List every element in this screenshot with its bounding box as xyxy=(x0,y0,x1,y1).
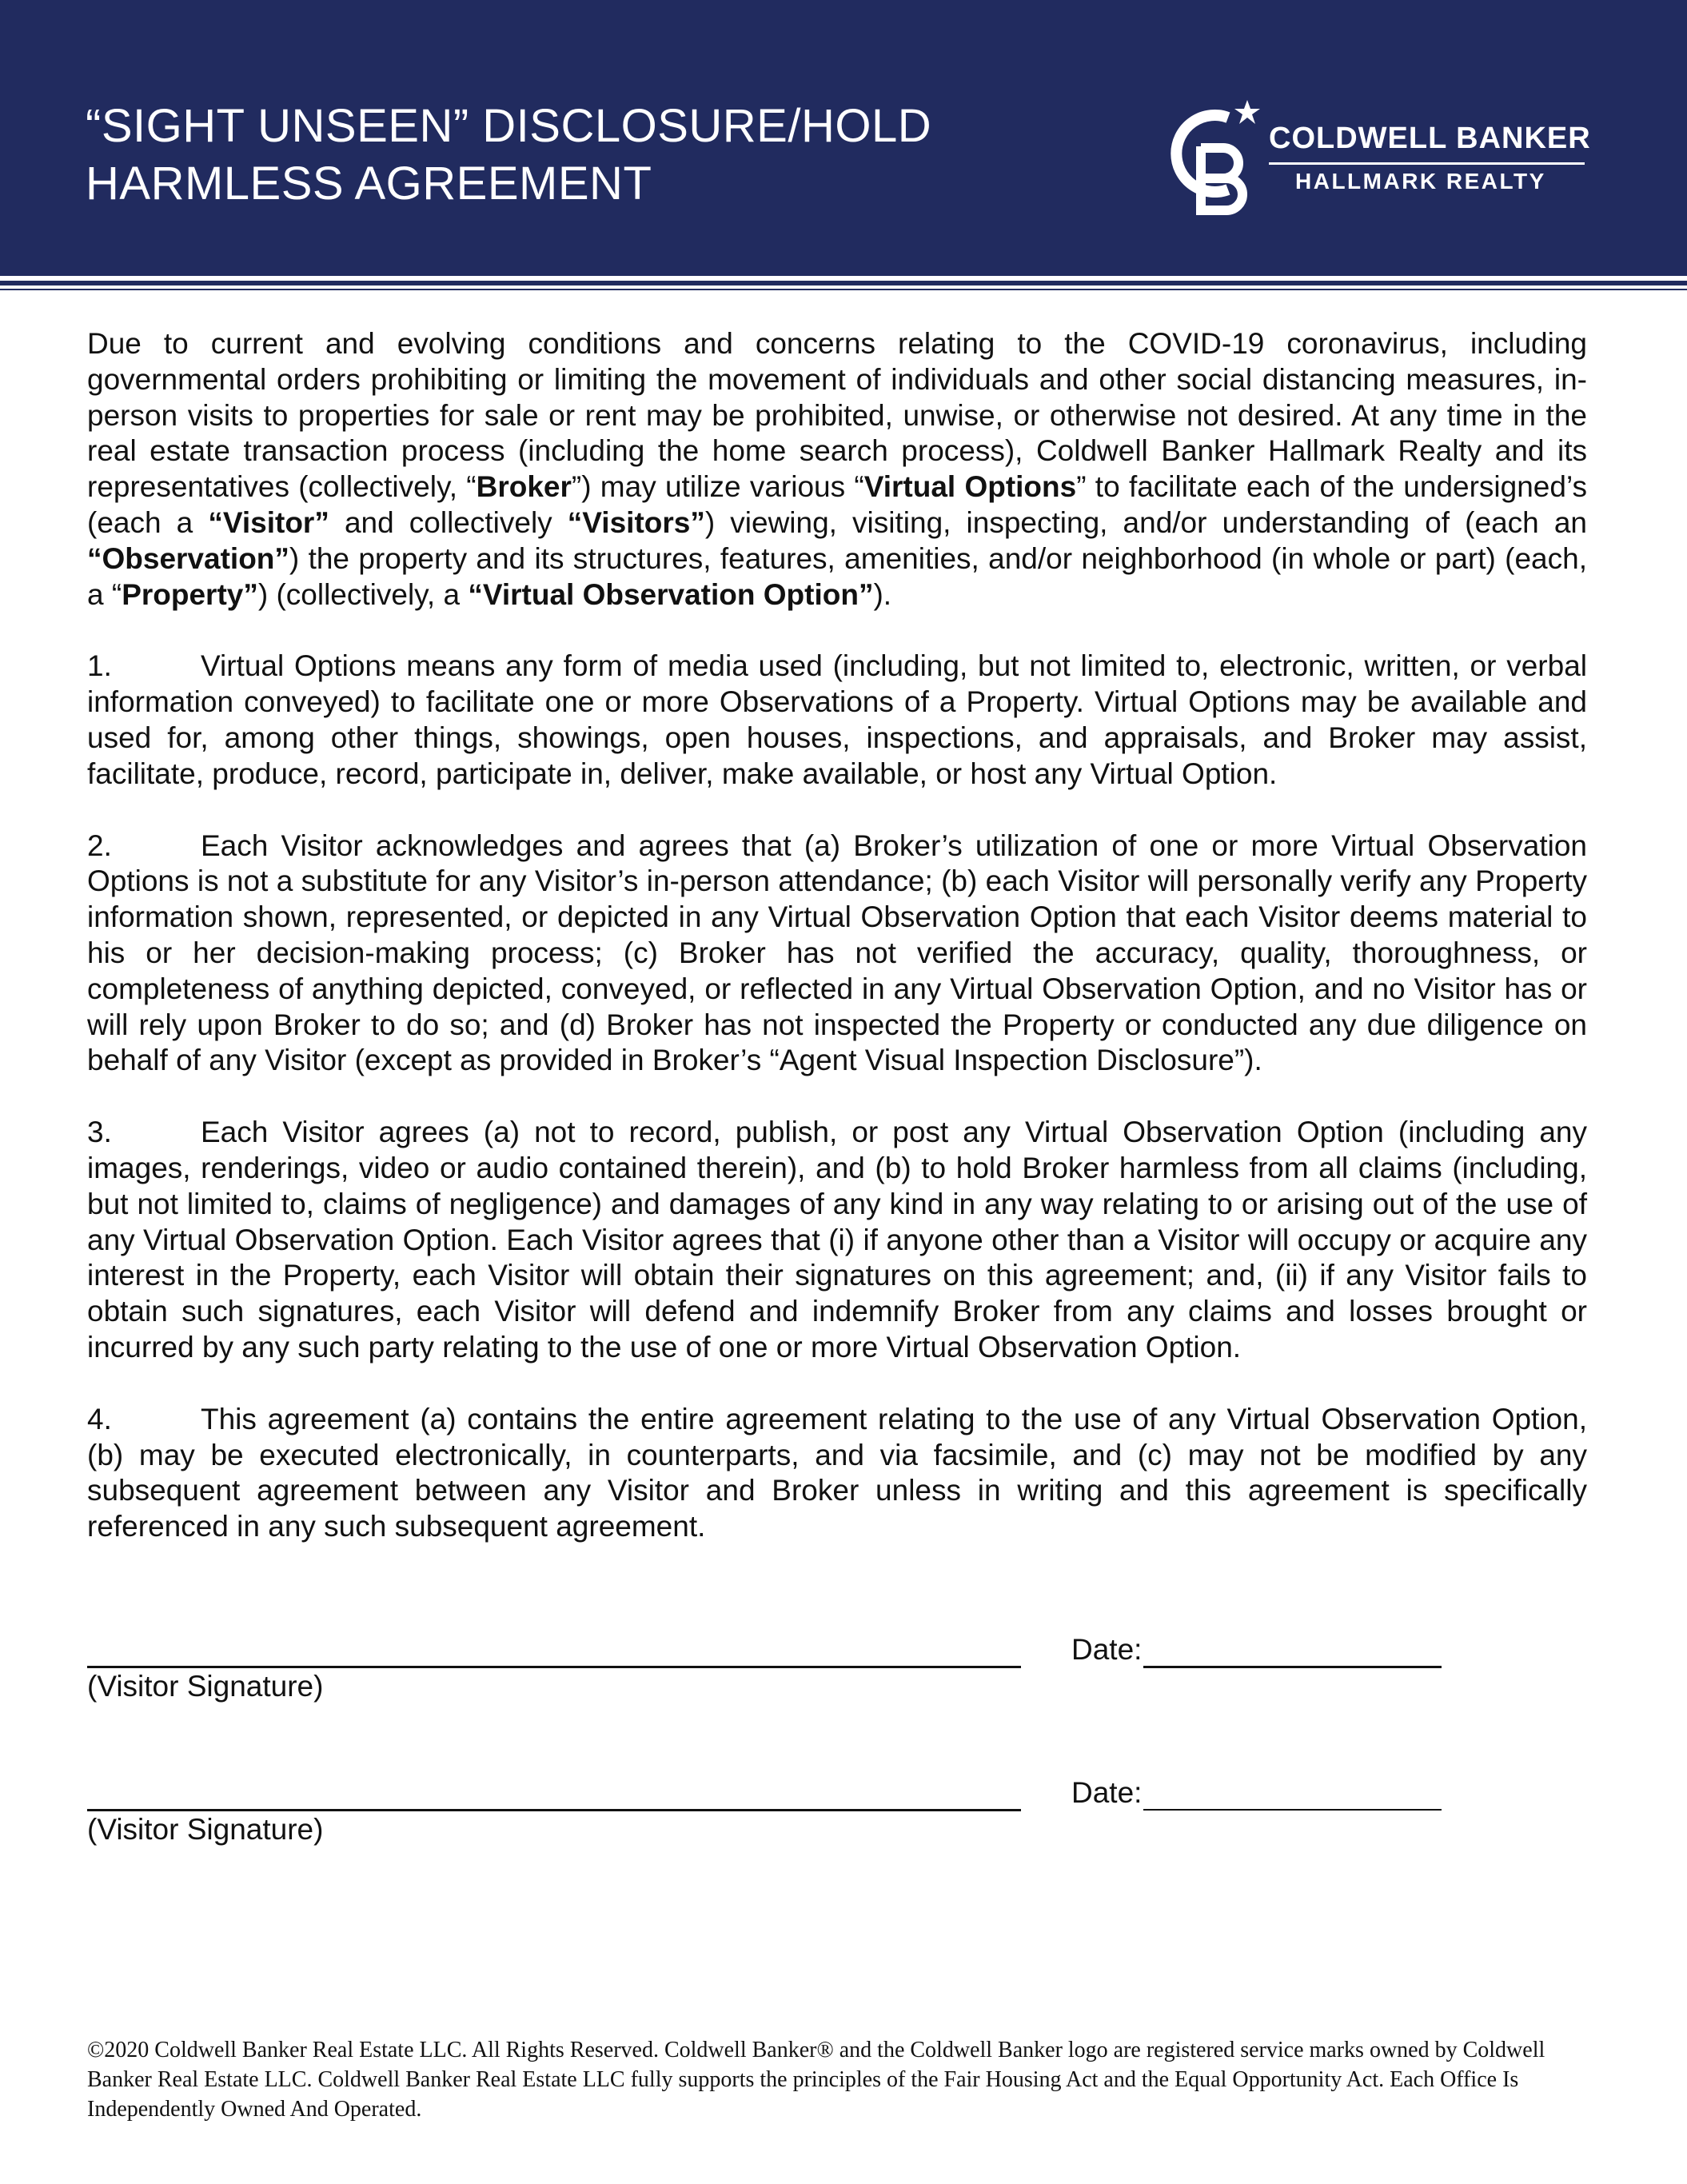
logo-brand-name: COLDWELL BANKER xyxy=(1269,122,1591,155)
defined-term-broker: Broker xyxy=(476,470,572,504)
visitor-signature-label: (Visitor Signature) xyxy=(87,1670,324,1703)
header-rule-thin xyxy=(0,289,1687,290)
defined-term-virtual-observation-option: “Virtual Observation Option” xyxy=(468,577,874,611)
intro-text: ) viewing, visiting, inspecting, and/or understanding of (each an xyxy=(704,505,1587,539)
header-rule-thick xyxy=(0,281,1687,285)
page-title xyxy=(86,98,931,213)
section-text: This agreement (a) contains the entire agreement relating to the use of any Virtual Observation Option, (b) may be executed electronically, in counterparts, and via facsimile, and (c) may not be modified by any subsequent agreement between any Visitor and Broker unless in writing and this agreement is specifically referenced in any such subsequent agreement. xyxy=(87,1402,1587,1543)
logo-divider xyxy=(1269,162,1585,165)
defined-term-visitor: “Visitor” xyxy=(208,505,329,539)
visitor-signature-line[interactable] xyxy=(87,1809,1021,1811)
intro-paragraph xyxy=(87,326,1587,613)
defined-term-visitors: “Visitors” xyxy=(567,505,705,539)
date-label: Date: xyxy=(1071,1633,1143,1666)
defined-term-observation: “Observation” xyxy=(87,541,289,575)
defined-term-virtual-options: Virtual Options xyxy=(863,470,1077,504)
intro-text: ) the property and its structures, features, amenities, and/or neighborhood (in whole or part) (each, a “ xyxy=(87,541,1587,611)
agreement-body xyxy=(87,326,1587,1581)
section-number: 3. xyxy=(87,1116,112,1149)
intro-text: ” to facilitate each of the undersigned’s (each a xyxy=(87,470,1587,539)
section-text: Virtual Options means any form of media used (including, but not limited to, electronic, written, or verbal information conveyed) to facilitate one or more Observations of a Property. Virtual Options may be available and used for, among other things, showings, open houses, inspections, and appraisals, and Broker may assist, facilitate, produce, record, participate in, deliver, make available, or host any Virtual Option. xyxy=(87,649,1587,790)
logo-brand-subname: HALLMARK REALTY xyxy=(1295,169,1546,194)
section-number: 1. xyxy=(87,649,112,683)
section-text: Each Visitor agrees (a) not to record, publish, or post any Virtual Observation Option (including any images, renderings, video or audio contained therein), and (b) to hold Broker harmless from all claims (including, but not limited to, claims of negligence) and damages of any kind in any way relating to or arising out of the use of any Virtual Observation Option. Each Visitor agrees that (i) if anyone other than a Visitor will occupy or acquire any interest in the Property, each Visitor will obtain their signatures on this agreement; and, (ii) if any Visitor fails to obtain such signatures, each Visitor will defend and indemnify Broker from any claims and losses brought or incurred by any such party relating to the use of one or more Virtual Observation Option. xyxy=(87,1116,1587,1364)
copyright-footer: ©2020 Coldwell Banker Real Estate LLC. All Rights Reserved. Coldwell Banker® and the Coldwell Banker logo are registered service marks owned by Coldwell Banker Real Estate LLC. Coldwell Banker Real Estate LLC fully supports the principles of the Fair Housing Act and the Equal Opportunity Act. Each Office Is Independently Owned And Operated. xyxy=(87,2038,1545,2122)
section-3 xyxy=(87,1115,1587,1366)
section-number: 4. xyxy=(87,1402,112,1435)
date-field-line[interactable] xyxy=(1143,1809,1442,1811)
section-number: 2. xyxy=(87,828,112,862)
intro-text: Due to current and evolving conditions and concerns relating to the COVID-19 coronavirus, including governmental orders prohibiting or limiting the movement of individuals and other social distancing measures, in-person visits to properties for sale or rent may be prohibited, unwise, or otherwise not desired. At any time in the real estate transaction process (including the home search process), Coldwell Banker Hallmark Realty and its representatives (collectively, “ xyxy=(87,327,1587,504)
section-4 xyxy=(87,1402,1587,1545)
intro-text: ) (collectively, a xyxy=(257,577,469,611)
intro-text: ). xyxy=(873,577,892,611)
visitor-signature-line[interactable] xyxy=(87,1666,1021,1668)
header-banner xyxy=(0,0,1687,276)
section-1 xyxy=(87,649,1587,792)
section-text: Each Visitor acknowledges and agrees that (a) Broker’s utilization of one or more Virtual Observation Options is not a substitute for any Visitor’s in-person attendance; (b) each Visitor will personally verify any Property information shown, represented, or depicted in any Virtual Observation Option that each Visitor deems material to his or her decision-making process; (c) Broker has not verified the accuracy, quality, thoroughness, or completeness of anything depicted, conveyed, or reflected in any Virtual Observation Option, and no Visitor has or will rely upon Broker to do so; and (d) Broker has not inspected the Property or conducted any due diligence on behalf of any Visitor (except as provided in Broker’s “Agent Visual Inspection Disclosure”). xyxy=(87,828,1587,1077)
coldwell-banker-logo xyxy=(1159,100,1591,220)
title-line-1: “SIGHT UNSEEN” DISCLOSURE/HOLD xyxy=(86,100,932,152)
intro-text: and collectively xyxy=(329,505,568,539)
title-line-2: HARMLESS AGREEMENT xyxy=(86,158,652,210)
date-label: Date: xyxy=(1071,1776,1143,1809)
defined-term-property: Property” xyxy=(122,577,258,611)
intro-text: ”) may utilize various “ xyxy=(571,470,864,504)
visitor-signature-label: (Visitor Signature) xyxy=(87,1813,324,1846)
section-2 xyxy=(87,828,1587,1080)
date-field-line[interactable] xyxy=(1143,1666,1442,1668)
coldwell-banker-cb-monogram-icon xyxy=(1159,100,1263,220)
